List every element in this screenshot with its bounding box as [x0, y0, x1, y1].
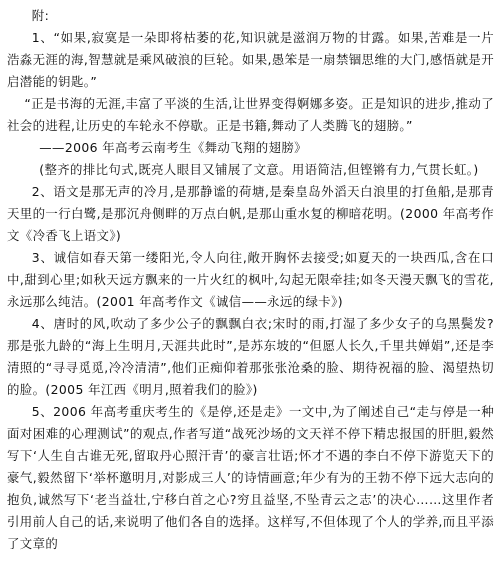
example-1-paragraph: 1、“如果,寂寞是一朵即将枯萎的花,知识就是滋润万物的甘露。如果,苦难是一片浩淼无涯的海,智慧就是乘风破浪的巨轮。如果,愚笨是一扇禁锢思维的大门,感悟就是开启潜能的钥匙。”: [7, 30, 494, 89]
example-1-continuation: “正是书海的无涯,丰富了平淡的生活,让世界变得婀娜多姿。正是知识的进步,推动了社会的进程,让历史的车轮永不停歇。正是书籍,舞动了人类腾飞的翅膀。”: [7, 96, 494, 133]
example-4-paragraph: 4、唐时的风,吹动了多少公子的飘飘白衣;宋时的雨,打湿了多少女子的乌黑鬓发?那是张九龄的“海上生明月,天涯共此时”,是苏东坡的“但愿人长久,千里共婵娟”,还是李清照的“寻寻觅觅,冷冷清清”,他们正痴仰着那张张沧桑的脸、期待祝福的脸、渴望热切的脸。(2005 年江西《明月,照着我们的脸》): [7, 316, 494, 397]
example-2-paragraph: 2、语文是那无声的冷月,是那静谧的荷塘,是秦皇岛外滔天白浪里的打鱼船,是那青天里的一行白鹭,是那沉舟侧畔的万点白帆,是那山重水复的柳暗花明。(2000 年高考作文《冷香飞上语文》): [7, 184, 494, 243]
example-1-comment: (整齐的排比句式,既亮人眼目又铺展了文意。用语简洁,但铿锵有力,气贯长虹。): [39, 162, 479, 177]
example-1-source: ——2006 年高考云南考生《舞动飞翔的翅膀》: [39, 140, 307, 155]
example-3-paragraph: 3、诚信如春天第一缕阳光,令人向往,敞开胸怀去接受;如夏天的一块西瓜,含在口中,甜到心里;如秋天远方飘来的一片火红的枫叶,勾起无限牵挂;如冬天漫天飘飞的雪花,永远那么纯洁。(2001 年高考作文《诚信——永远的绿卡》): [7, 250, 494, 309]
example-5-paragraph: 5、2006 年高考重庆考生的《是停,还是走》一文中,为了阐述自己“走与停是一种面对困难的心理测试”的观点,作者写道“战死沙场的文天祥不停下精忠报国的肝胆,毅然写下‘人生自古谁无死,留取丹心照汗青’的豪言壮语;怀才不遇的李白不停下游览天下的豪气,毅然留下‘举杯邀明月,对影成三人’的诗情画意;年少有为的王勃不停下远大志向的抱负,诚然写下‘老当益壮,宁移白首之心?穷且益坚,不坠青云之志’的决心……这里作者引用前人自己的话,来说明了他们各自的选择。这样写,不但体现了个人的学养,而且平添了文章的: [7, 404, 494, 551]
appendix-heading: 附:: [31, 8, 50, 23]
